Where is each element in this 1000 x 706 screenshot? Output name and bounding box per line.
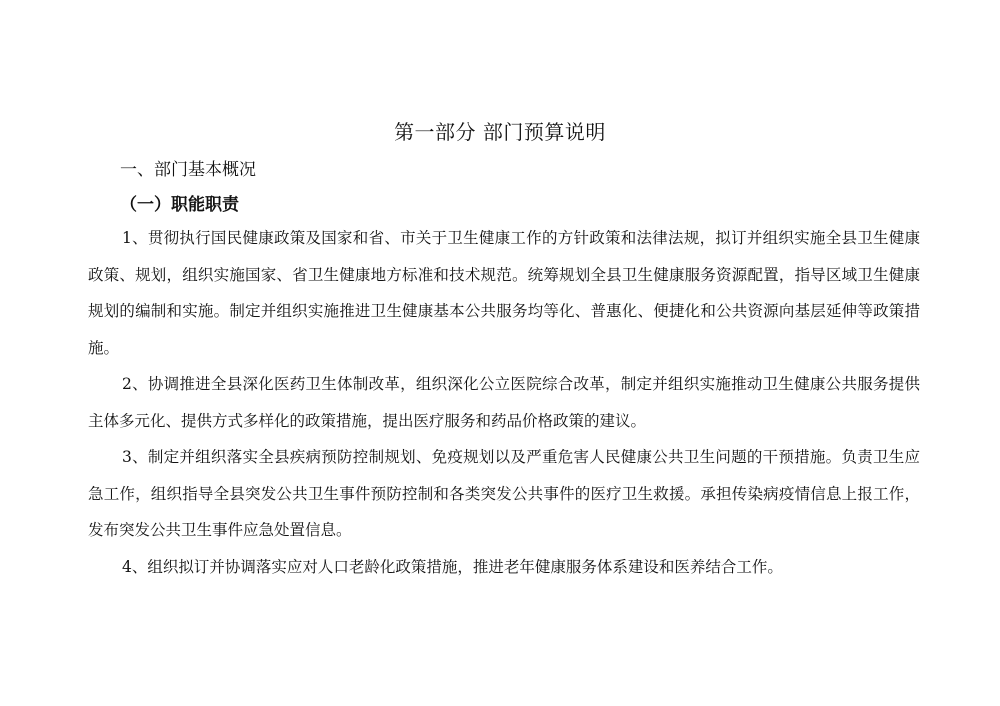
paragraph-2: 2、协调推进全县深化医药卫生体制改革，组织深化公立医院综合改革，制定并组织实施推动卫生健康公共服务提供主体多元化、提供方式多样化的政策措施，提出医疗服务和药品价格政策的建议。 — [88, 375, 920, 430]
subsection-heading: （一）职能职责 — [120, 195, 239, 215]
section-heading: 一、部门基本概况 — [120, 160, 256, 180]
paragraph-4: 4、组织拟订并协调落实应对人口老龄化政策措施，推进老年健康服务体系建设和医养结合工作。 — [122, 557, 783, 576]
paragraph-1: 1、贯彻执行国民健康政策及国家和省、市关于卫生健康工作的方针政策和法律法规，拟订并组织实施全县卫生健康政策、规划，组织实施国家、省卫生健康地方标准和技术规范。统筹规划全县卫生健康服务资源配置，指导区域卫生健康规划的编制和实施。制定并组织实施推进卫生健康基本公共服务均等化、普惠化、便捷化和公共资源向基层延伸等政策措施。 — [88, 229, 920, 357]
paragraph-3: 3、制定并组织落实全县疾病预防控制规划、免疫规划以及严重危害人民健康公共卫生问题的干预措施。负责卫生应急工作，组织指导全县突发公共卫生事件预防控制和各类突发公共事件的医疗卫生救援。承担传染病疫情信息上报工作，发布突发公共卫生事件应急处置信息。 — [88, 448, 920, 539]
page-title: 第一部分 部门预算说明 — [394, 120, 606, 144]
document-body — [88, 220, 920, 585]
